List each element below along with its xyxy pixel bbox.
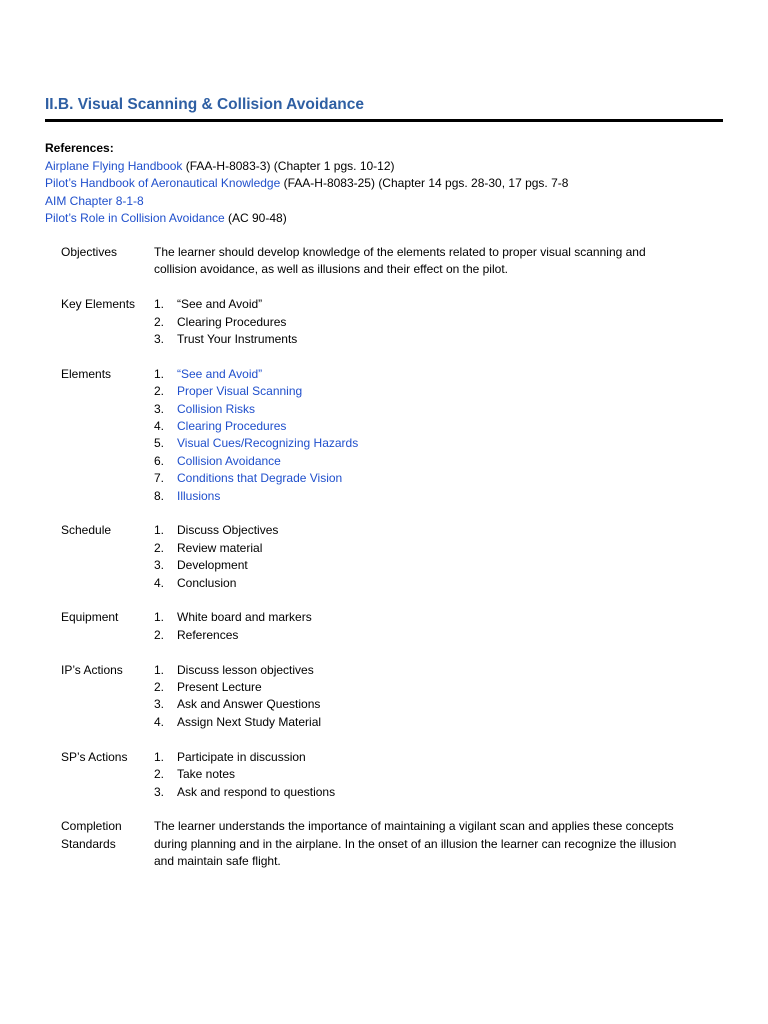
- element-link[interactable]: Illusions: [177, 488, 221, 503]
- key-elements-section: [61, 296, 701, 348]
- list-item-text: Ask and Answer Questions: [177, 697, 321, 712]
- list-item: [154, 314, 691, 331]
- elements-label: Elements: [61, 366, 112, 381]
- element-link[interactable]: Collision Avoidance: [177, 453, 281, 468]
- reference-detail: (FAA-H-8083-25) (Chapter 14 pgs. 28-30, 17 pgs. 7-8: [280, 176, 569, 190]
- list-item-number: 1.: [154, 749, 165, 764]
- list-item: [154, 714, 691, 731]
- list-item-number: 2.: [154, 680, 165, 695]
- list-item: [154, 784, 691, 801]
- key-elements-list: [154, 296, 691, 348]
- list-item-number: 2.: [154, 314, 165, 329]
- list-item-text: Trust Your Instruments: [177, 332, 298, 347]
- list-item: [154, 435, 691, 452]
- completion-label-line: Standards: [61, 836, 116, 851]
- list-item-number: 4.: [154, 419, 165, 434]
- element-link[interactable]: Collision Risks: [177, 401, 256, 416]
- list-item: [154, 453, 691, 470]
- list-item-number: 6.: [154, 453, 165, 468]
- reference-link-phak[interactable]: Pilot’s Handbook of Aeronautical Knowledge: [45, 176, 281, 190]
- list-item-number: 1.: [154, 610, 165, 625]
- list-item-number: 2.: [154, 384, 165, 399]
- references-block: [45, 140, 568, 228]
- list-item: [154, 557, 691, 574]
- reference-detail: (FAA-H-8083-3) (Chapter 1 pgs. 10-12): [182, 158, 395, 173]
- list-item-number: 3.: [154, 558, 165, 573]
- ip-actions-list: [154, 662, 691, 732]
- list-item: [154, 627, 691, 644]
- element-link[interactable]: Visual Cues/Recognizing Hazards: [177, 436, 359, 451]
- sp-actions-list: [154, 749, 691, 801]
- list-item-number: 1.: [154, 297, 165, 312]
- list-item-text: Present Lecture: [177, 680, 262, 695]
- ip-actions-label: IP’s Actions: [61, 662, 123, 677]
- key-elements-label: Key Elements: [61, 297, 136, 312]
- ip-actions-section: [61, 662, 701, 732]
- equipment-label: Equipment: [61, 610, 119, 625]
- list-item-number: 3.: [154, 332, 165, 347]
- list-item: [154, 540, 691, 557]
- list-item: [154, 749, 691, 766]
- list-item-number: 4.: [154, 714, 165, 729]
- list-item-number: 2.: [154, 767, 165, 782]
- equipment-section: [61, 609, 701, 644]
- list-item: [154, 575, 691, 592]
- list-item-text: Discuss Objectives: [177, 523, 279, 538]
- list-item-number: 2.: [154, 627, 165, 642]
- completion-standards-text: The learner understands the importance of maintaining a vigilant scan and applies these concepts during planning and in the airplane. In the onset of an illusion the learner can recognize the illusion and maintain safe flight.: [154, 819, 677, 869]
- reference-link-aim[interactable]: AIM Chapter 8-1-8: [45, 193, 144, 208]
- list-item-text: White board and markers: [177, 610, 312, 625]
- list-item-number: 1.: [154, 366, 165, 381]
- list-item-text: Take notes: [177, 767, 236, 782]
- completion-standards-label: [61, 818, 154, 870]
- list-item: [154, 366, 691, 383]
- element-link[interactable]: Proper Visual Scanning: [177, 384, 303, 399]
- list-item-number: 3.: [154, 784, 165, 799]
- list-item-number: 4.: [154, 575, 165, 590]
- sp-actions-section: [61, 749, 701, 801]
- objectives-label: Objectives: [61, 245, 118, 259]
- title-divider: [45, 119, 723, 122]
- completion-standards-section: [61, 818, 701, 870]
- objectives-section: [61, 244, 701, 279]
- element-link[interactable]: “See and Avoid”: [177, 366, 263, 381]
- completion-label-line: Completion: [61, 819, 122, 834]
- reference-link-collision-avoidance-ac[interactable]: Pilot’s Role in Collision Avoidance: [45, 211, 225, 225]
- list-item-number: 1.: [154, 523, 165, 538]
- list-item: [154, 418, 691, 435]
- list-item: [154, 696, 691, 713]
- list-item: [154, 609, 691, 626]
- reference-item: [45, 158, 568, 176]
- objectives-text: The learner should develop knowledge of the elements related to proper visual scanning and collision avoidance, as well as illusions and their effect on the pilot.: [154, 245, 646, 277]
- reference-link-airplane-flying-handbook[interactable]: Airplane Flying Handbook: [45, 158, 183, 173]
- list-item: [154, 522, 691, 539]
- reference-item: [45, 193, 568, 211]
- list-item-text: “See and Avoid”: [177, 297, 263, 312]
- list-item: [154, 766, 691, 783]
- list-item: [154, 662, 691, 679]
- list-item-number: 1.: [154, 662, 165, 677]
- list-item: [154, 296, 691, 313]
- list-item: [154, 679, 691, 696]
- page-title: II.B. Visual Scanning & Collision Avoidance: [45, 96, 364, 113]
- list-item-text: Participate in discussion: [177, 749, 306, 764]
- list-item-text: Review material: [177, 540, 263, 555]
- list-item-text: Assign Next Study Material: [177, 714, 322, 729]
- reference-item: [45, 210, 568, 228]
- list-item-text: Development: [177, 558, 248, 573]
- element-link[interactable]: Conditions that Degrade Vision: [177, 471, 343, 486]
- list-item-text: Conclusion: [177, 575, 237, 590]
- list-item: [154, 331, 691, 348]
- list-item-number: 3.: [154, 401, 165, 416]
- schedule-list: [154, 522, 691, 592]
- schedule-section: [61, 522, 701, 592]
- list-item-number: 3.: [154, 697, 165, 712]
- list-item-number: 2.: [154, 540, 165, 555]
- list-item-text: Discuss lesson objectives: [177, 662, 314, 677]
- list-item-number: 7.: [154, 471, 165, 486]
- list-item: [154, 488, 691, 505]
- reference-item: [45, 175, 568, 193]
- elements-section: [61, 366, 701, 505]
- list-item-text: Ask and respond to questions: [177, 784, 336, 799]
- sp-actions-label: SP’s Actions: [61, 749, 128, 764]
- equipment-list: [154, 609, 691, 644]
- list-item: [154, 383, 691, 400]
- lesson-sections: [61, 244, 701, 888]
- element-link[interactable]: Clearing Procedures: [177, 419, 287, 434]
- list-item-text: References: [177, 627, 239, 642]
- list-item-number: 5.: [154, 436, 165, 451]
- reference-detail: (AC 90-48): [224, 211, 287, 225]
- list-item: [154, 401, 691, 418]
- list-item-text: Clearing Procedures: [177, 314, 287, 329]
- schedule-label: Schedule: [61, 523, 112, 538]
- list-item: [154, 470, 691, 487]
- references-heading: References:: [45, 141, 114, 155]
- list-item-number: 8.: [154, 488, 165, 503]
- elements-list: [154, 366, 691, 505]
